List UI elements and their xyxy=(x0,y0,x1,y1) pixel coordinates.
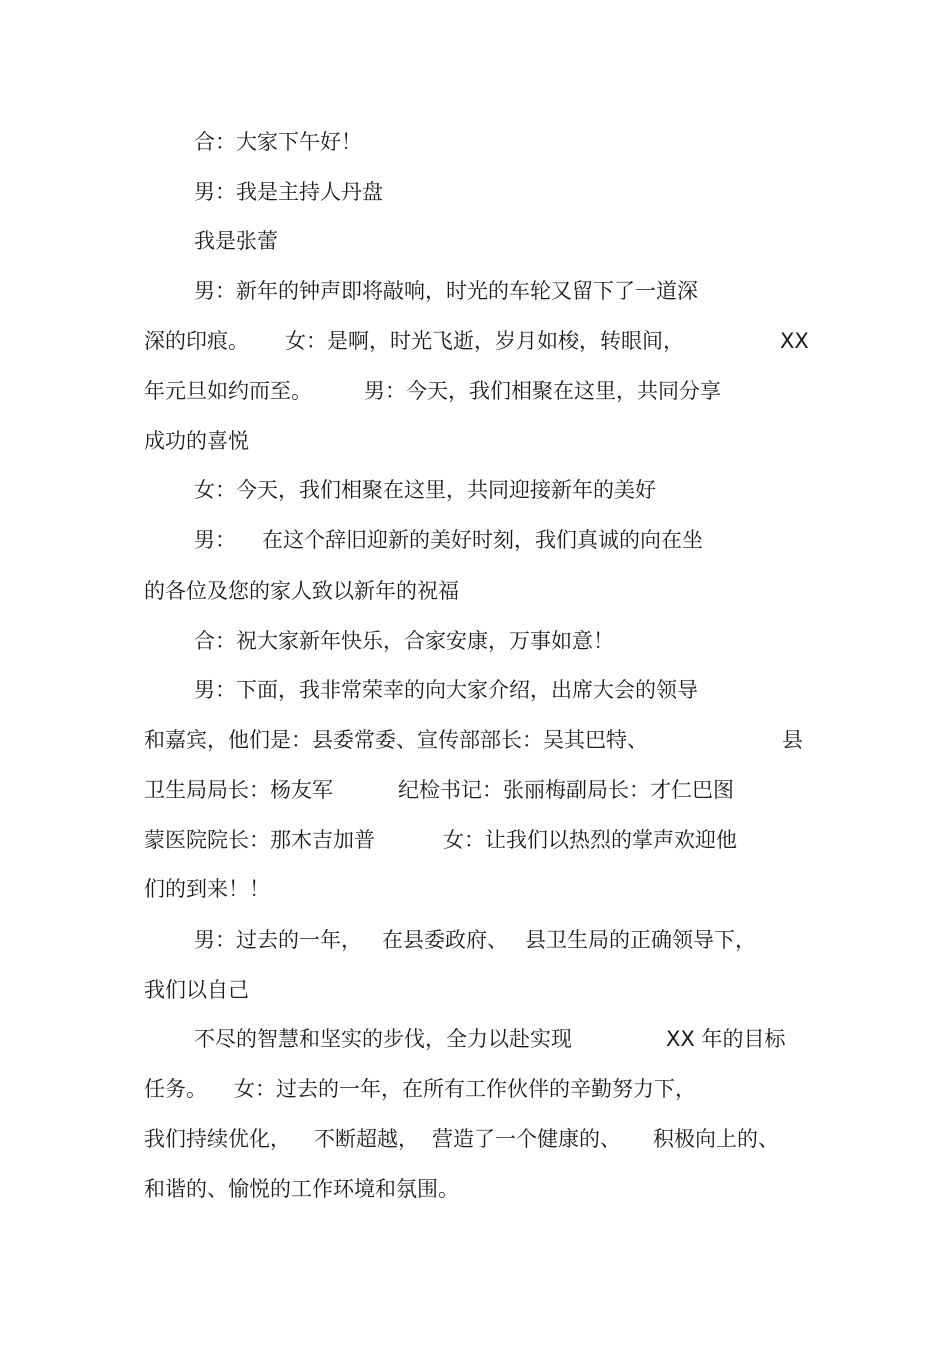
text-line: 们的到来！！ xyxy=(144,877,270,901)
text-line: 成功的喜悦 xyxy=(144,429,249,453)
text-line: 男：新年的钟声即将敲响，时光的车轮又留下了一道深 xyxy=(194,279,698,303)
text-line: 的各位及您的家人致以新年的祝福 xyxy=(144,579,459,603)
text-line: 积极向上的、 xyxy=(653,1127,779,1151)
text-line: 合：大家下午好！ xyxy=(194,130,362,154)
text-line: 蒙医院院长：那木吉加普 xyxy=(144,828,375,852)
text-line: 县卫生局的正确领导下， xyxy=(525,928,756,952)
text-line: 在这个辞旧迎新的美好时刻，我们真诚的向在坐 xyxy=(262,528,703,552)
text-line: 男：过去的一年， xyxy=(194,928,362,952)
text-line: 我们持续优化， xyxy=(144,1127,291,1151)
text-line: 年元旦如约而至。 xyxy=(144,379,312,403)
text-line: 不尽的智慧和坚实的步伐，全力以赴实现 xyxy=(194,1027,572,1051)
text-line: 和嘉宾，他们是：县委常委、宣传部部长：吴其巴特、 xyxy=(144,728,648,752)
text-line: 和谐的、愉悦的工作环境和氛围。 xyxy=(144,1177,459,1201)
text-line: 男： xyxy=(194,528,236,552)
text-line: 不断超越， xyxy=(314,1127,419,1151)
text-line: 卫生局局长：杨友军 xyxy=(144,778,333,802)
text-line: 县 xyxy=(782,728,803,752)
text-line: 男：下面，我非常荣幸的向大家介绍，出席大会的领导 xyxy=(194,678,698,702)
text-line: 营造了一个健康的、 xyxy=(432,1127,621,1151)
text-line: 女：今天，我们相聚在这里，共同迎接新年的美好 xyxy=(194,478,656,502)
text-line: 任务。 xyxy=(144,1077,207,1101)
text-line: 女：过去的一年，在所有工作伙伴的辛勤努力下， xyxy=(234,1077,696,1101)
text-line: 女：让我们以热烈的掌声欢迎他 xyxy=(443,828,737,852)
text-line: 我是张蕾 xyxy=(194,229,278,253)
text-line: 女：是啊，时光飞逝，岁月如梭，转眼间， xyxy=(285,329,684,353)
text-line: 男：我是主持人丹盘 xyxy=(194,180,383,204)
text-line: 我们以自己 xyxy=(144,978,249,1002)
text-line: 在县委政府、 xyxy=(382,928,508,952)
text-line: XX 年的目标 xyxy=(666,1027,786,1051)
text-line: 纪检书记：张丽梅副局长：才仁巴图 xyxy=(398,778,734,802)
text-line: 男：今天，我们相聚在这里，共同分享 xyxy=(364,379,721,403)
text-line: 深的印痕。 xyxy=(144,329,249,353)
text-line: XX xyxy=(780,329,809,353)
text-line: 合：祝大家新年快乐，合家安康，万事如意！ xyxy=(194,629,614,653)
